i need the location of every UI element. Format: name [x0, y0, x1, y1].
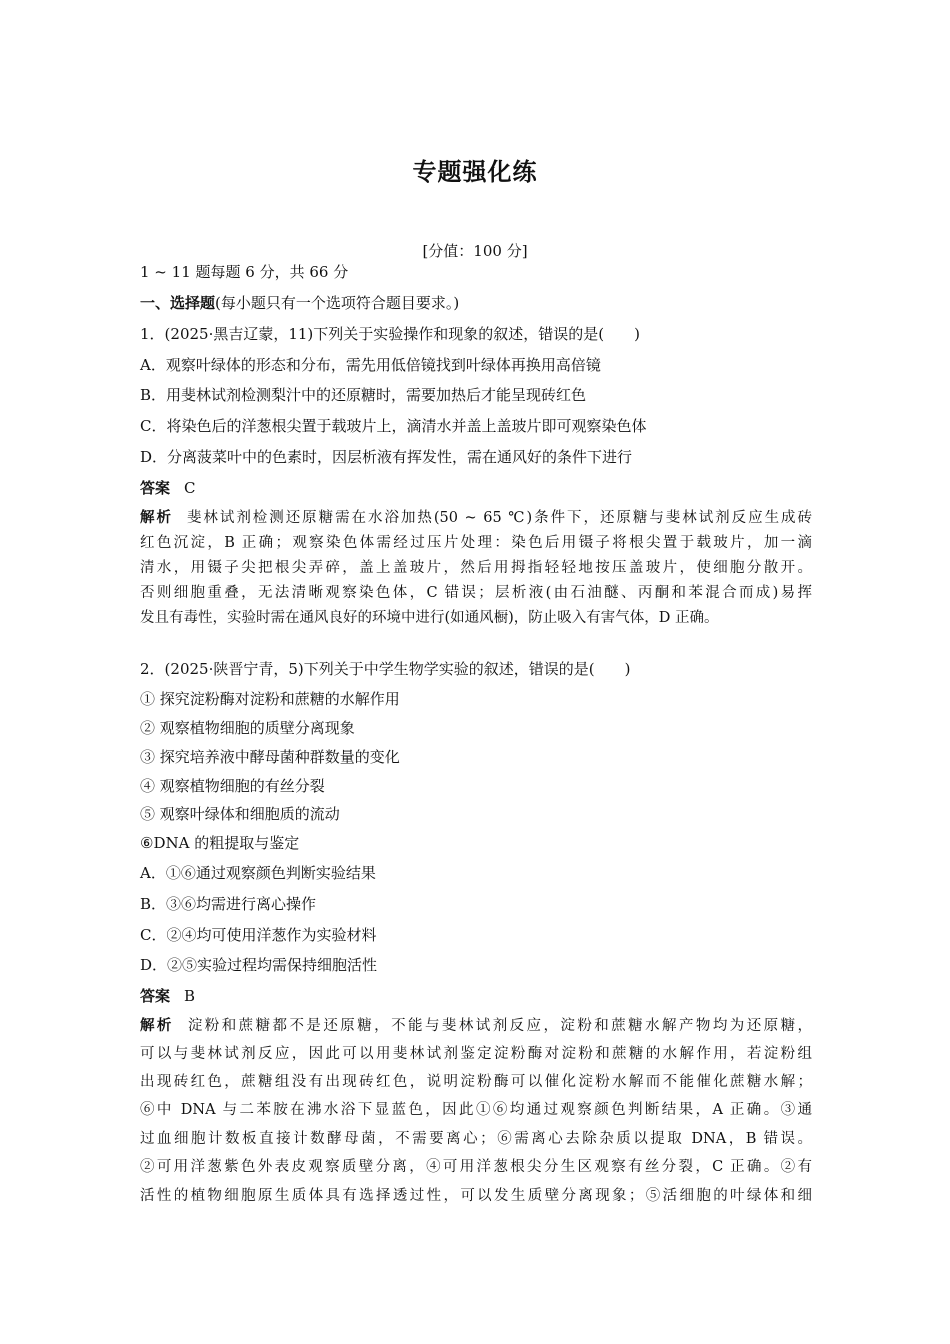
q1-option-c: C．将染色后的洋葱根尖置于载玻片上，滴清水并盖上盖玻片即可观察染色体 [140, 417, 647, 435]
q2-analysis-line: 过血细胞计数板直接计数酵母菌，不需要离心；⑥需离心去除杂质以提取 DNA，B 错误。 [140, 1131, 812, 1147]
score-note: [分值：100 分] [422, 242, 528, 260]
q1-answer-label: 答案 [140, 479, 171, 497]
q2-stem: 2．(2025·陕晋宁青，5)下列关于中学生物学实验的叙述，错误的是( ) [140, 660, 631, 678]
q2-analysis-line: 可以与斐林试剂反应，因此可以用斐林试剂鉴定淀粉酶对淀粉和蔗糖的水解作用，若淀粉组 [140, 1046, 812, 1062]
q2-analysis-line: ②可用洋葱紫色外表皮观察质壁分离，④可用洋葱根尖分生区观察有丝分裂，C 正确。②有 [140, 1159, 812, 1175]
q2-option-c: C．②④均可使用洋葱作为实验材料 [140, 926, 377, 944]
q2-option-d: D．②⑤实验过程均需保持细胞活性 [140, 956, 378, 974]
q1-answer-value: C [184, 479, 196, 497]
scoring-note: 1 ~ 11 题每题 6 分，共 66 分 [140, 263, 349, 281]
q1-analysis-line: 否则细胞重叠，无法清晰观察染色体，C 错误；层析液(由石油醚、丙酮和苯混合而成)易挥 [140, 585, 812, 601]
q1-analysis-line: 红色沉淀，B 正确；观察染色体需经过压片处理：染色后用镊子将根尖置于载玻片，加一滴 [140, 535, 812, 551]
q1-analysis-line: 发且有毒性，实验时需在通风良好的环境中进行(如通风橱)，防止吸入有害气体，D 正确。 [140, 610, 719, 626]
q2-item: ③ 探究培养液中酵母菌种群数量的变化 [140, 748, 400, 766]
q1-analysis-line: 解析 斐林试剂检测还原糖需在水浴加热(50 ~ 65 ℃)条件下，还原糖与斐林试剂反应生成砖 [140, 510, 813, 526]
q2-item: ⑤ 观察叶绿体和细胞质的流动 [140, 805, 340, 823]
q2-item: ② 观察植物细胞的质壁分离现象 [140, 719, 355, 737]
q2-analysis-line: 活性的植物细胞原生质体具有选择透过性，可以发生质壁分离现象；⑤活细胞的叶绿体和细 [140, 1188, 812, 1204]
q2-analysis-line: 解析 淀粉和蔗糖都不是还原糖，不能与斐林试剂反应，淀粉和蔗糖水解产物均为还原糖， [140, 1018, 813, 1034]
q1-option-a: A．观察叶绿体的形态和分布，需先用低倍镜找到叶绿体再换用高倍镜 [140, 356, 601, 374]
q2-option-a: A．①⑥通过观察颜色判断实验结果 [140, 864, 376, 882]
q2-analysis-line: 出现砖红色，蔗糖组没有出现砖红色，说明淀粉酶可以催化淀粉水解而不能催化蔗糖水解； [140, 1074, 812, 1090]
q2-answer-value: B [184, 987, 196, 1005]
q2-item: ① 探究淀粉酶对淀粉和蔗糖的水解作用 [140, 690, 400, 708]
q2-analysis [140, 1016, 812, 1216]
q1-stem: 1．(2025·黑吉辽蒙，11)下列关于实验操作和现象的叙述，错误的是( ) [140, 325, 640, 343]
q2-analysis-line: ⑥中 DNA 与二苯胺在沸水浴下显蓝色，因此①⑥均通过观察颜色判断结果，A 正确。③通 [140, 1102, 812, 1118]
section-heading [140, 293, 459, 313]
q2-analysis-label: 解析 [140, 1018, 174, 1034]
q1-analysis [140, 508, 812, 658]
q1-answer [140, 478, 196, 498]
page-title: 专题强化练 [412, 158, 538, 186]
q1-option-d: D．分离菠菜叶中的色素时，因层析液有挥发性，需在通风好的条件下进行 [140, 448, 633, 466]
q2-option-b: B．③⑥均需进行离心操作 [140, 895, 317, 913]
q1-analysis-line: 清水，用镊子尖把根尖弄碎，盖上盖玻片，然后用拇指轻轻地按压盖玻片，使细胞分散开。 [140, 560, 812, 576]
q2-answer [140, 986, 195, 1006]
q2-answer-label: 答案 [140, 987, 171, 1005]
q2-item: ⑥DNA 的粗提取与鉴定 [140, 834, 300, 852]
q1-option-b: B．用斐林试剂检测梨汁中的还原糖时，需要加热后才能呈现砖红色 [140, 386, 587, 404]
q2-item: ④ 观察植物细胞的有丝分裂 [140, 777, 325, 795]
q1-analysis-label: 解析 [140, 510, 173, 526]
section-note: (每小题只有一个选项符合题目要求。) [215, 294, 460, 312]
section-head: 一、选择题 [140, 294, 216, 312]
